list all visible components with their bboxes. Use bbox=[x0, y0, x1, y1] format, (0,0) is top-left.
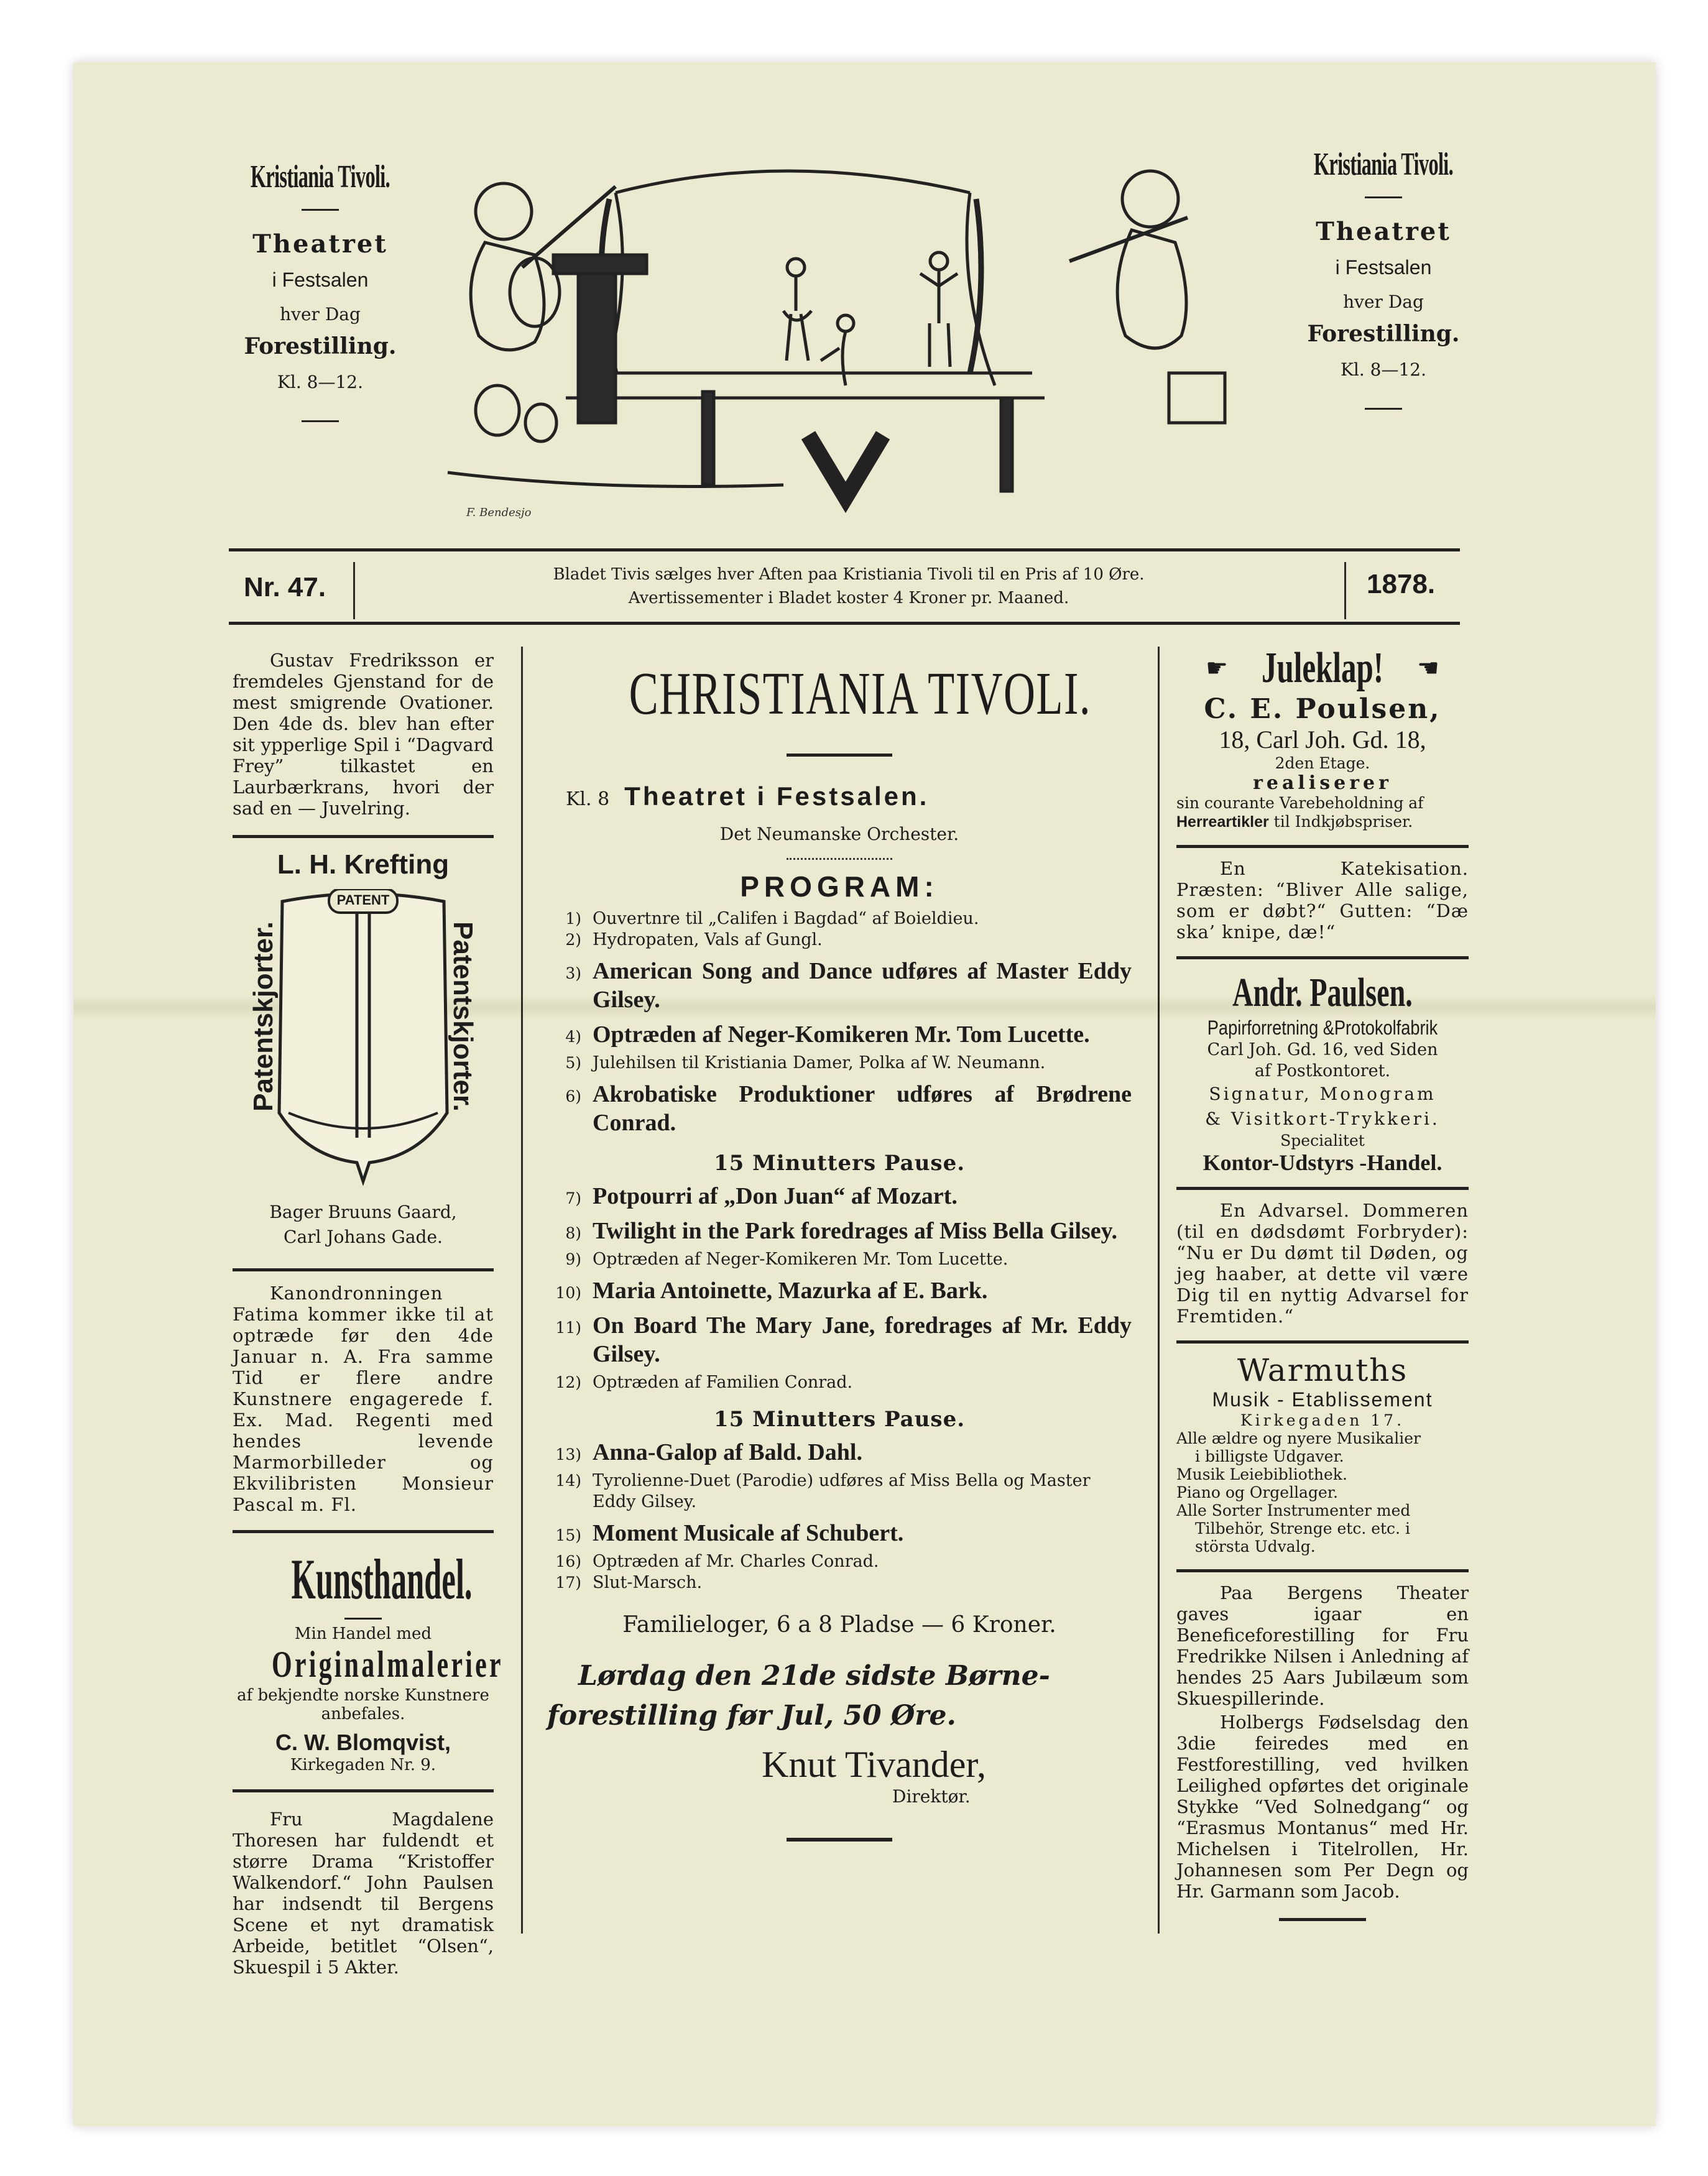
program-item bbox=[547, 1217, 1132, 1245]
divider bbox=[787, 754, 892, 757]
program-item bbox=[547, 1276, 1132, 1305]
rule bbox=[233, 835, 494, 838]
program-item-number: 10) bbox=[555, 1284, 581, 1302]
poulsen-floor: 2den Etage. bbox=[1275, 754, 1370, 772]
masthead-left bbox=[205, 159, 435, 422]
poulsen-text bbox=[1176, 794, 1469, 831]
masthead-right-name: Kristiania Tivoli. bbox=[1313, 147, 1454, 182]
program-item-text: Optræden af Familien Conrad. bbox=[593, 1373, 853, 1392]
krefting-addr-2: Carl Johans Gade. bbox=[284, 1227, 443, 1247]
left-column bbox=[233, 650, 504, 1978]
program-list bbox=[547, 908, 1132, 1593]
program-item-number: 3) bbox=[565, 964, 581, 982]
center-column bbox=[547, 659, 1132, 1842]
paulsen-title: Andr. Paulsen. bbox=[1232, 970, 1413, 1015]
program-pause: 15 Minutters Pause. bbox=[713, 1407, 966, 1432]
krefting-addr-1: Bager Bruuns Gaard, bbox=[269, 1202, 457, 1222]
krefting-side-right: Patentskjorter. bbox=[448, 921, 478, 1112]
paulsen-line-1: Signatur, Monogram bbox=[1209, 1084, 1436, 1104]
masthead-right-hours: Kl. 8—12. bbox=[1340, 359, 1427, 380]
theatre-line bbox=[547, 781, 1132, 811]
infobar-bottom-rule bbox=[229, 622, 1460, 625]
program-item bbox=[547, 957, 1132, 1014]
krefting-name: L. H. Krefting bbox=[277, 849, 450, 880]
notice-line-1: Bladet Tivis sælges hver Aften paa Kristiania Tivoli til en Pris af 10 Øre. bbox=[553, 565, 1145, 584]
masthead-left-daily: hver Dag bbox=[280, 304, 361, 325]
time: Kl. 8 bbox=[566, 788, 610, 810]
kunsthandel-title: Kunsthandel. bbox=[291, 1547, 473, 1611]
program-item-text: Moment Musicale af Schubert. bbox=[593, 1520, 904, 1546]
program-item bbox=[547, 1182, 1132, 1210]
program-item-text: Anna-Galop af Bald. Dahl. bbox=[593, 1439, 862, 1465]
program-item-text: Optræden af Neger-Komikeren Mr. Tom Lucette. bbox=[593, 1021, 1090, 1048]
program-item-number: 8) bbox=[565, 1224, 581, 1242]
warmuth-l7: största Udvalg. bbox=[1195, 1537, 1316, 1556]
masthead-illustration bbox=[410, 124, 1281, 535]
program-item-number: 17) bbox=[555, 1574, 581, 1592]
warmuth-title: Warmuths bbox=[1237, 1352, 1408, 1388]
masthead-right-theatre: Theatret bbox=[1316, 217, 1451, 246]
rule bbox=[233, 1530, 494, 1533]
masthead-left-show: Forestilling. bbox=[244, 333, 397, 359]
program-item-text: Optræden af Neger-Komikeren Mr. Tom Lucette. bbox=[593, 1250, 1009, 1269]
paulsen-addr-1: Carl Joh. Gd. 16, ved Siden bbox=[1207, 1040, 1438, 1059]
rule bbox=[1176, 1187, 1469, 1190]
program-item-number: 6) bbox=[565, 1087, 581, 1105]
saturday-line-1: Lørdag den 21de sidste Børne- bbox=[578, 1660, 1050, 1692]
program-item-number: 5) bbox=[565, 1054, 581, 1072]
shirt-illustration bbox=[270, 889, 456, 1187]
news-bergen: Paa Bergens Theater gaves igaar en Beneficeforestilling for Fru Fredrikke Nilsen i Anledning af hendes 25 Aars Jubilæum som Skuespillerinde. bbox=[1176, 1582, 1469, 1709]
program-item bbox=[547, 1551, 1132, 1572]
patent-badge: PATENT bbox=[336, 892, 390, 908]
closing-rule bbox=[1279, 1918, 1366, 1921]
program-item-text: Potpourri af „Don Juan“ af Mozart. bbox=[593, 1183, 958, 1209]
masthead-left-theatre: Theatret bbox=[252, 229, 388, 259]
rule bbox=[233, 1268, 494, 1271]
paulsen-services bbox=[1176, 1082, 1469, 1132]
paulsen-special: Specialitet bbox=[1280, 1132, 1365, 1150]
saturday-line-2: forestilling før Jul, 50 Øre. bbox=[547, 1700, 956, 1731]
news-thoresen: Fru Magdalene Thoresen har fuldendt et større Drama “Kristoffer Walkendorf.“ John Paulsen har indsendt til Bergens Scene et nyt dramatisk Arbeide, betitlet “Olsen“, Skuespil i 5 Akter. bbox=[233, 1809, 494, 1978]
masthead-right-place: i Festsalen bbox=[1335, 256, 1432, 279]
program-item-number: 11) bbox=[555, 1319, 581, 1337]
column-rule-left bbox=[521, 647, 523, 1934]
artist-signature: F. Bendesjo bbox=[466, 506, 532, 519]
program-item-text: Maria Antoinette, Mazurka af E. Bark. bbox=[593, 1278, 988, 1304]
poulsen-text-2: Herreartikler bbox=[1176, 813, 1269, 831]
masthead-left-hours: Kl. 8—12. bbox=[277, 372, 364, 392]
program-item-text: American Song and Dance udføres af Master Eddy Gilsey. bbox=[593, 958, 1132, 1013]
juleklap-header bbox=[1176, 643, 1469, 693]
poulsen-text-3: til Indkjøbspriser. bbox=[1273, 813, 1413, 831]
program-item-number: 14) bbox=[555, 1472, 581, 1490]
divider bbox=[344, 1618, 382, 1620]
program-item bbox=[547, 908, 1132, 929]
warmuth-l2: i billigste Udgaver. bbox=[1195, 1447, 1344, 1465]
program-item-text: Optræden af Mr. Charles Conrad. bbox=[593, 1552, 879, 1571]
warmuth-l3: Musik Leiebibliothek. bbox=[1176, 1465, 1347, 1483]
warmuth-l1: Alle ældre og nyere Musikalier bbox=[1176, 1429, 1421, 1447]
infobar-top-rule bbox=[229, 548, 1460, 551]
program-item bbox=[547, 1020, 1132, 1049]
kunsthandel-line2: af bekjendte norske Kunstnere anbefales. bbox=[237, 1686, 489, 1723]
program-item bbox=[547, 1470, 1132, 1513]
masthead-right bbox=[1268, 146, 1498, 410]
krefting-ad bbox=[233, 889, 494, 1200]
blomqvist-address: Kirkegaden Nr. 9. bbox=[290, 1756, 436, 1774]
column-rule-right bbox=[1158, 647, 1160, 1934]
program-item bbox=[547, 1572, 1132, 1593]
program-item-text: Twilight in the Park foredrages af Miss Bella Gilsey. bbox=[593, 1218, 1118, 1244]
blomqvist-name: C. W. Blomqvist, bbox=[275, 1730, 451, 1755]
program-item-number: 12) bbox=[555, 1373, 581, 1391]
paulsen-sub: Papirforretning &Protokolfabrik bbox=[1207, 1017, 1438, 1039]
divider bbox=[1365, 408, 1402, 410]
program-item bbox=[547, 1372, 1132, 1393]
program-title: CHRISTIANIA TIVOLI. bbox=[629, 660, 1091, 727]
program-item-text: Akrobatiske Produktioner udføres af Brødrene Conrad. bbox=[593, 1081, 1132, 1136]
rule bbox=[1176, 1569, 1469, 1572]
program-item-number: 2) bbox=[565, 931, 581, 949]
program-item-text: Julehilsen til Kristiania Damer, Polka af W. Neumann. bbox=[593, 1053, 1046, 1072]
program-item-text: Hydropaten, Vals af Gungl. bbox=[593, 930, 823, 949]
warmuth-sub: Musik - Etablissement bbox=[1212, 1388, 1433, 1411]
wavy-divider bbox=[787, 853, 892, 860]
program-item bbox=[547, 929, 1132, 951]
family-boxes: Familieloger, 6 a 8 Pladse — 6 Kroner. bbox=[622, 1612, 1056, 1638]
warmuth-addr: Kirkegaden 17. bbox=[1240, 1411, 1405, 1429]
krefting-address bbox=[233, 1200, 494, 1250]
program-item-text: On Board The Mary Jane, foredrages af Mr. Eddy Gilsey. bbox=[593, 1312, 1132, 1367]
warmuth-l5: Alle Sorter Instrumenter med bbox=[1176, 1501, 1411, 1519]
program-item bbox=[547, 1519, 1132, 1547]
program-item bbox=[547, 1311, 1132, 1368]
program-item bbox=[547, 1080, 1132, 1137]
program-item-text: Tyrolienne-Duet (Parodie) udføres af Miss Bella og Master Eddy Gilsey. bbox=[593, 1471, 1091, 1511]
poulsen-address: 18, Carl Joh. Gd. 18, bbox=[1219, 726, 1426, 754]
pointing-hand-right-icon: ☛ bbox=[1206, 654, 1228, 683]
program-item-text: Slut-Marsch. bbox=[593, 1573, 703, 1592]
program-item bbox=[547, 1438, 1132, 1467]
news-fatima: Kanondronningen Fatima kommer ikke til at optræde før den 4de Januar n. A. Fra samme Tid er flere andre Kunstnere engagerede f. Ex. Mad. Regenti med hendes levende Marmorbilleder og Ekvilibristen Monsieur Pascal m. Fl. bbox=[233, 1283, 494, 1515]
pointing-hand-left-icon: ☛ bbox=[1417, 654, 1439, 683]
masthead-right-show: Forestilling. bbox=[1307, 321, 1460, 347]
infobar-notice bbox=[361, 563, 1337, 610]
program-heading: PROGRAM: bbox=[740, 870, 939, 903]
masthead-right-daily: hver Dag bbox=[1343, 292, 1424, 312]
notice-line-2: Avertissementer i Bladet koster 4 Kroner pr. Maaned. bbox=[628, 589, 1069, 607]
program-item-number: 15) bbox=[555, 1526, 581, 1544]
paulsen-line-2: & Visitkort-Trykkeri. bbox=[1205, 1109, 1440, 1129]
rule bbox=[1176, 1340, 1469, 1344]
divider bbox=[302, 209, 339, 211]
poulsen-name: C. E. Poulsen, bbox=[1204, 693, 1441, 725]
program-item-number: 16) bbox=[555, 1552, 581, 1570]
warmuth-l6: Tilbehör, Strenge etc. etc. i bbox=[1195, 1519, 1410, 1537]
poulsen-verb: realiserer bbox=[1253, 772, 1392, 794]
rule bbox=[1176, 956, 1469, 959]
rule bbox=[1176, 845, 1469, 848]
masthead-left-name: Kristiania Tivoli. bbox=[250, 159, 390, 195]
director-name: Knut Tivander, bbox=[762, 1744, 986, 1785]
issue-number: Nr. 47. bbox=[244, 572, 326, 602]
rule bbox=[233, 1789, 494, 1792]
program-item bbox=[547, 1053, 1132, 1074]
juleklap-title: Juleklap! bbox=[1261, 644, 1384, 692]
advarsel: En Advarsel. Dommeren (til en dødsdømt Forbryder): “Nu er Du dømt til Døden, og jeg haaber, at dette vil være Dig til en nyttig Advarsel for Fremtiden.“ bbox=[1176, 1200, 1469, 1327]
infobar-divider-left bbox=[353, 562, 355, 619]
program-item-number: 13) bbox=[555, 1445, 581, 1464]
program-item-number: 9) bbox=[565, 1250, 581, 1268]
year: 1878. bbox=[1367, 569, 1436, 599]
warmuth-text bbox=[1176, 1429, 1469, 1556]
news-fredriksson: Gustav Fredriksson er fremdeles Gjenstand for de mest smigrende Ovationer. Den 4de ds. blev han efter sit ypperlige Spil i “Dagvard Frey” tilkastet en Laurbærkrans, hvori der sad en — Juvelring. bbox=[233, 650, 494, 819]
theatre-name: Theatret i Festsalen. bbox=[624, 781, 930, 811]
kunsthandel-originalmalerier: Originalmalerier bbox=[272, 1644, 504, 1685]
news-holberg: Holbergs Fødselsdag den 3die feiredes med en Festforestilling, ved hvilken Leilighed opførtes det originale Stykke “Ved Solnedgang“ og “Erasmus Montanus“ med Hr. Michelsen i Titelrollen, Hr. Johannesen som Per Degn og Hr. Garmann som Jacob. bbox=[1176, 1712, 1469, 1902]
program-item-number: 4) bbox=[565, 1028, 581, 1046]
divider bbox=[1365, 196, 1402, 198]
warmuth-l4: Piano og Orgellager. bbox=[1176, 1483, 1338, 1501]
katekisation: En Katekisation. Præsten: “Bliver Alle salige, som er døbt?“ Gutten: “Dæ ska’ knipe, dæ!“ bbox=[1176, 858, 1469, 943]
program-pause: 15 Minutters Pause. bbox=[713, 1151, 966, 1176]
program-item-number: 1) bbox=[565, 910, 581, 928]
poulsen-text-1: sin courante Varebeholdning af bbox=[1176, 794, 1424, 812]
paulsen-addr bbox=[1176, 1040, 1469, 1082]
orchestra: Det Neumanske Orchester. bbox=[719, 824, 959, 844]
closing-rule bbox=[787, 1838, 892, 1842]
kunsthandel-line1: Min Handel med bbox=[294, 1625, 432, 1643]
director-title: Direktør. bbox=[892, 1786, 971, 1807]
divider bbox=[302, 420, 339, 422]
program-item-text: Ouvertnre til „Califen i Bagdad“ af Boieldieu. bbox=[593, 909, 979, 928]
program-item bbox=[547, 1249, 1132, 1270]
paulsen-addr-2: af Postkontoret. bbox=[1254, 1061, 1391, 1081]
paulsen-kontor: Kontor-Udstyrs -Handel. bbox=[1203, 1150, 1443, 1175]
saturday-notice bbox=[547, 1656, 1132, 1736]
masthead-left-place: i Festsalen bbox=[272, 269, 369, 291]
program-item-number: 7) bbox=[565, 1189, 581, 1207]
krefting-side-left: Patentskjorter. bbox=[248, 921, 279, 1112]
right-column bbox=[1176, 643, 1469, 1921]
infobar-divider-right bbox=[1344, 562, 1346, 619]
